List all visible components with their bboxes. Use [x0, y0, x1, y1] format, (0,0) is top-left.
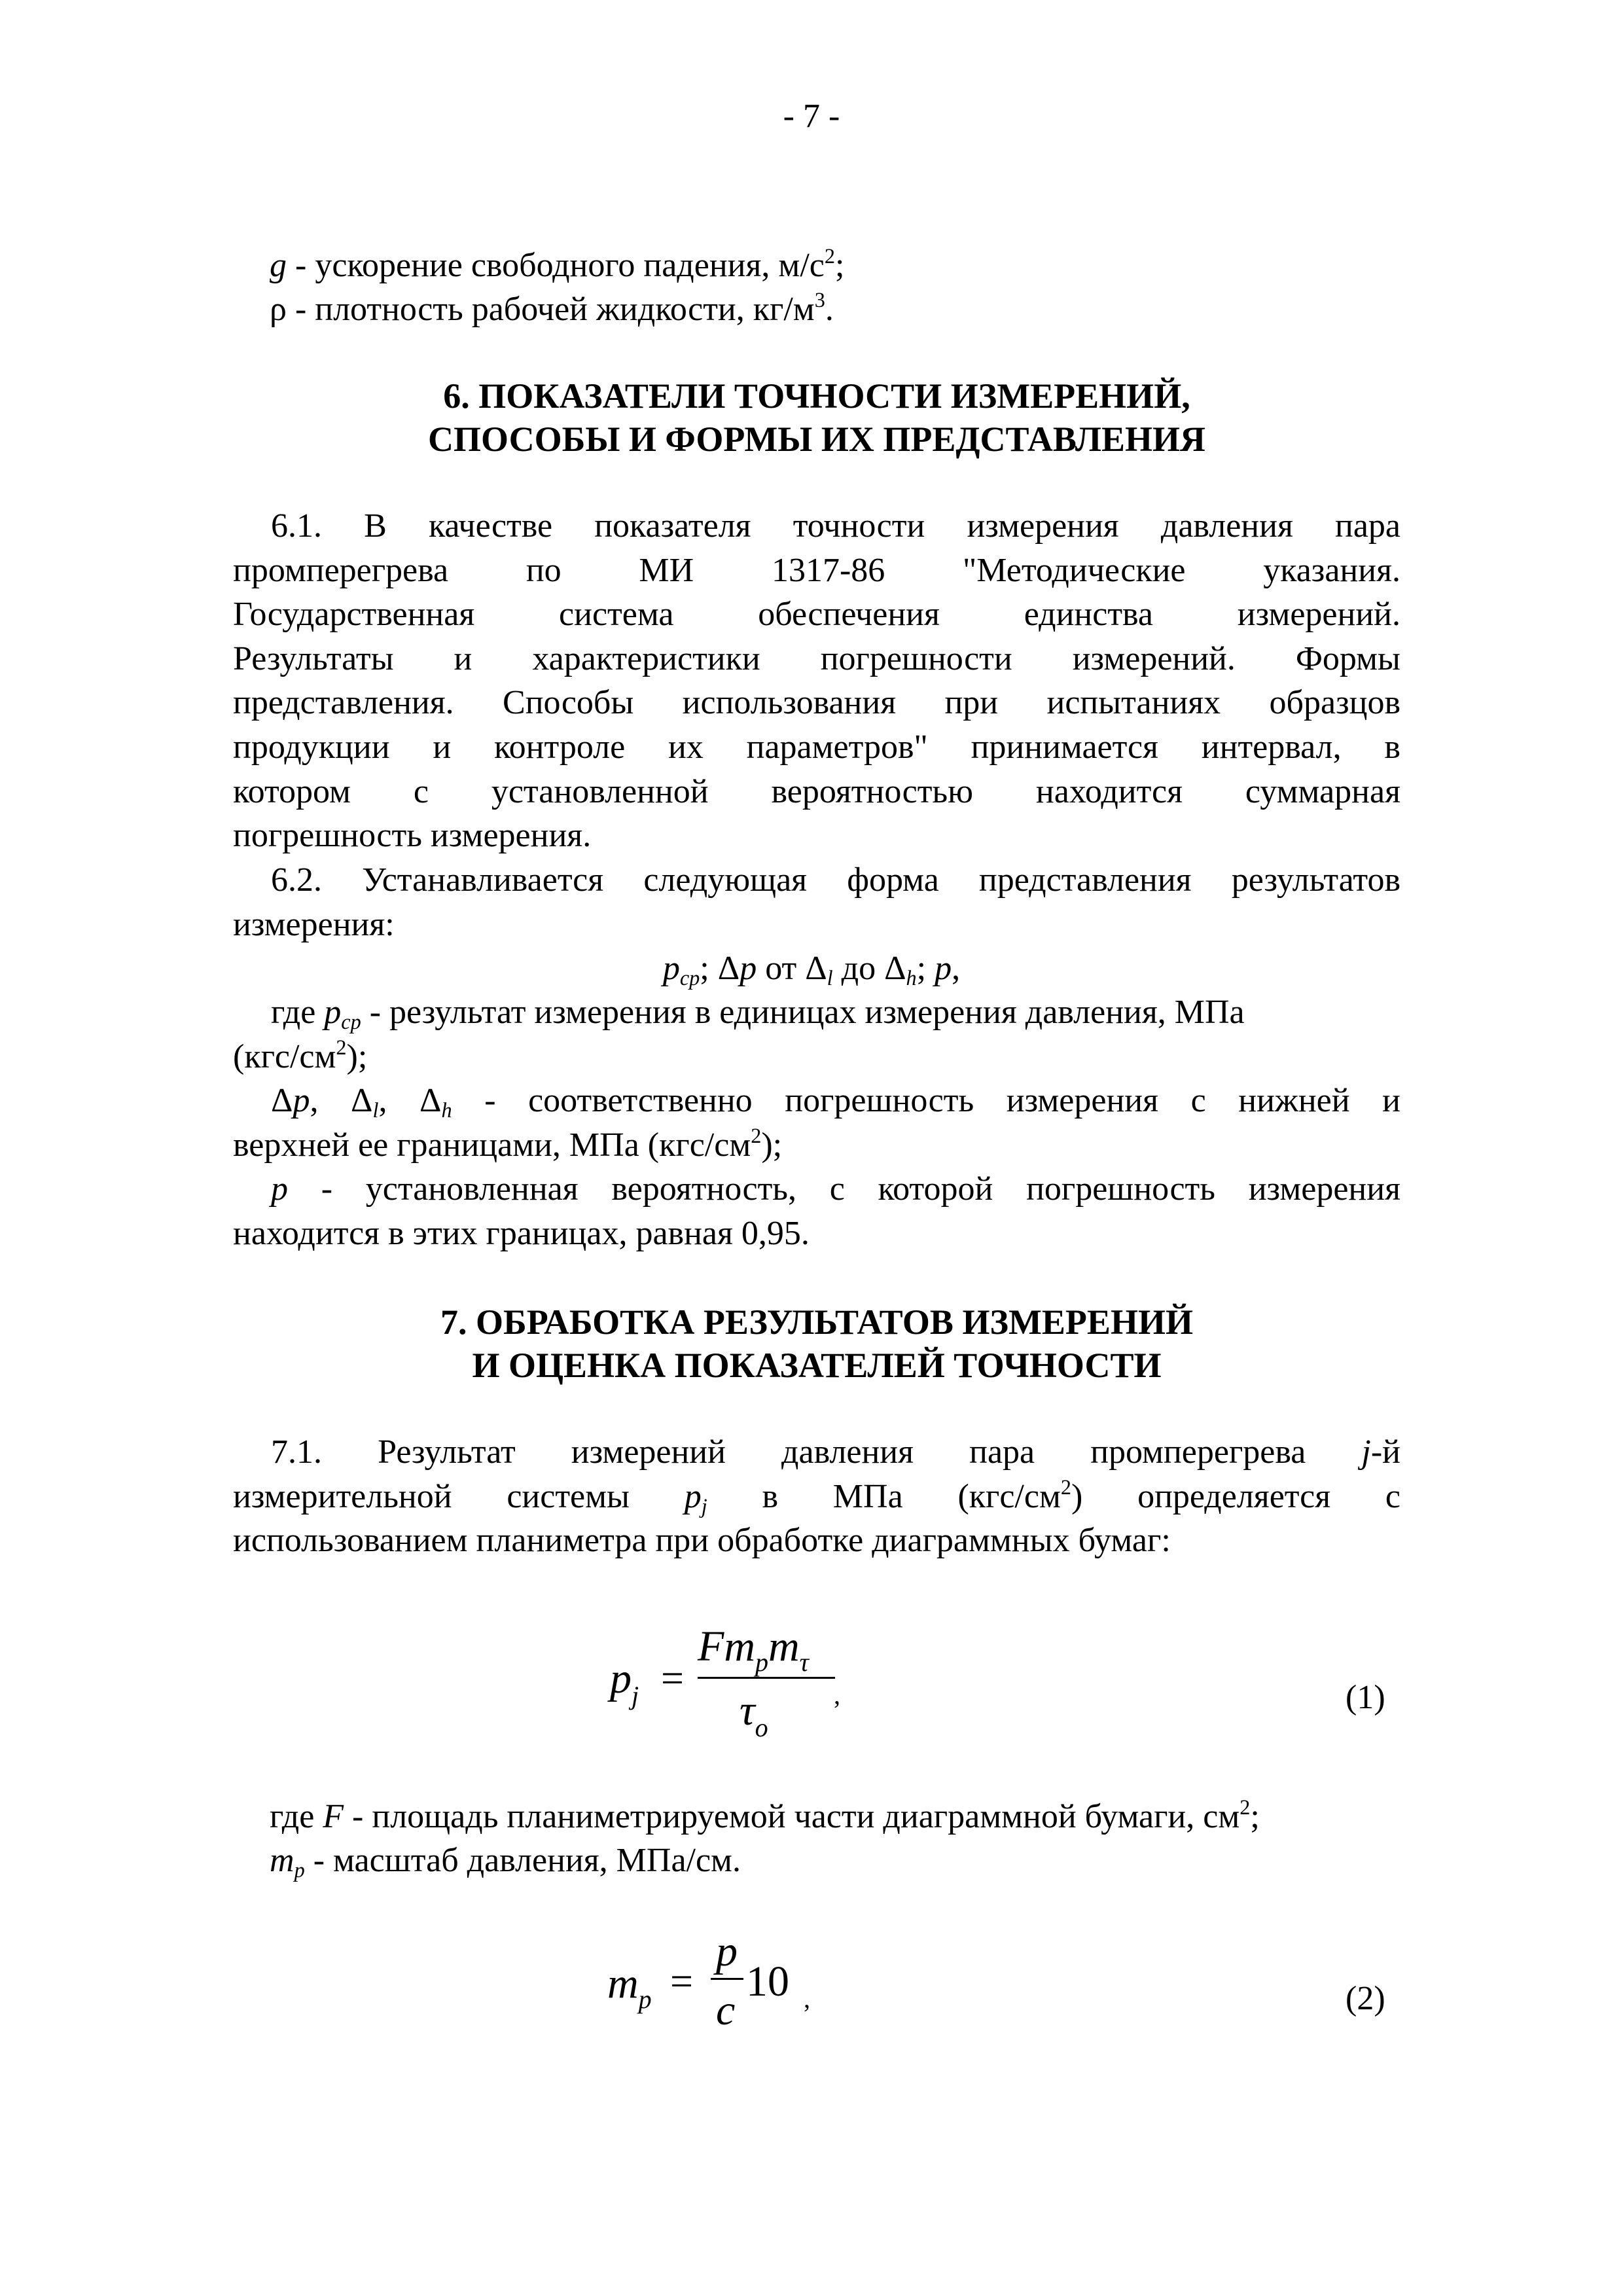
definition-line	[233, 1035, 1400, 1079]
subscript-tau: τ	[799, 1647, 809, 1677]
paragraph-line: 6.2. Устанавливается следующая форма представления результатов	[271, 861, 1400, 899]
eq1-denominator	[740, 1686, 768, 1742]
definition-pcp	[233, 990, 1400, 1079]
paragraph-text: 7.1. Результат измерений давления пара промперегрева	[271, 1433, 1362, 1471]
definition-rho	[270, 287, 834, 331]
definition-text: );	[346, 1037, 368, 1075]
symbol-p: p	[740, 950, 757, 987]
page-number: - 7 -	[783, 98, 840, 135]
eq1-lhs	[610, 1654, 639, 1710]
subscript-p: p	[294, 1858, 305, 1882]
definition-mp	[270, 1839, 741, 1882]
text-where: где	[270, 1798, 323, 1835]
section-6-heading	[233, 374, 1400, 461]
definition-F	[270, 1795, 1260, 1839]
punct: ;	[1250, 1798, 1260, 1835]
exponent: 2	[336, 1035, 347, 1059]
definition-text: );	[761, 1126, 783, 1164]
separator: , Δ	[378, 1082, 442, 1119]
punct: ;	[834, 247, 845, 284]
eq2-numerator	[716, 1927, 738, 1977]
eq2-fraction-bar	[711, 1978, 743, 1980]
definition-dp	[233, 1079, 1400, 1167]
symbol-rho: ρ	[270, 291, 287, 328]
symbol-p: p	[684, 1477, 702, 1515]
paragraph-line: 6.1. В качестве показателя точности измерения давления пара	[271, 507, 1400, 545]
text-from: от Δ	[757, 950, 827, 987]
symbol-p: p	[610, 1655, 632, 1702]
section-6-heading-line-1: 6. ПОКАЗАТЕЛИ ТОЧНОСТИ ИЗМЕРЕНИЙ,	[443, 376, 1190, 416]
punct: ,	[952, 950, 961, 987]
symbol-m: m	[607, 1960, 639, 2007]
symbol-p: p	[716, 1928, 738, 1975]
text-to: до Δ	[832, 950, 906, 987]
eq2-comma: ,	[804, 1984, 810, 2013]
paragraph-line: продукции и контроле их параметров" принимается интервал, в	[233, 728, 1400, 766]
subscript-h: h	[441, 1098, 452, 1122]
paragraph-line: представления. Способы использования при испытаниях образцов	[233, 684, 1400, 722]
text-where: где	[271, 994, 325, 1031]
paragraph-line	[233, 1475, 1400, 1519]
section-6-heading-line-2: СПОСОБЫ И ФОРМЫ ИХ ПРЕДСТАВЛЕНИЯ	[427, 420, 1206, 459]
paragraph-6-2	[233, 858, 1400, 946]
subscript-l: l	[827, 966, 833, 990]
definition-g-text: - ускорение свободного падения, м/с	[287, 247, 825, 284]
definition-text: - масштаб давления, МПа/см.	[304, 1842, 741, 1879]
paragraph-line: измерения:	[233, 905, 395, 943]
paragraph-line: промперегрева по МИ 1317-86 "Методические указания.	[233, 551, 1400, 589]
exponent: 2	[751, 1123, 762, 1147]
definition-text: - площадь планиметрируемой части диаграммной бумаги, см	[344, 1798, 1240, 1835]
definition-line	[233, 1167, 1400, 1211]
symbol-F: F	[323, 1798, 344, 1835]
definition-g	[270, 243, 844, 287]
paragraph-line	[233, 1430, 1400, 1475]
symbol-c: c	[716, 1986, 736, 2034]
exponent: 3	[814, 288, 825, 312]
section-7-heading-line-2: И ОЦЕНКА ПОКАЗАТЕЛЕЙ ТОЧНОСТИ	[472, 1346, 1162, 1385]
subscript-j: j	[701, 1494, 707, 1518]
punct: .	[825, 291, 834, 328]
symbol-g: g	[270, 247, 287, 284]
result-form-expression	[0, 946, 1623, 990]
symbol-m: m	[270, 1842, 294, 1879]
eq1-number: (1)	[1346, 1679, 1385, 1716]
eq1-fraction-bar	[698, 1677, 835, 1679]
paragraph-text: в МПа (кгс/см	[707, 1477, 1061, 1515]
definition-rho-text: - плотность рабочей жидкости, кг/м	[286, 291, 815, 328]
eq2-number: (2)	[1346, 1980, 1385, 2017]
subscript-l: l	[372, 1098, 379, 1122]
symbol-p: p	[662, 950, 680, 987]
eq2-equals: =	[670, 1960, 693, 2004]
symbol-p: p	[324, 994, 342, 1031]
exponent: 2	[824, 244, 835, 268]
symbol-p: p	[271, 1170, 288, 1208]
eq1-numerator	[698, 1622, 809, 1677]
paragraph-text: измерительной системы	[233, 1477, 685, 1515]
definition-p	[233, 1167, 1400, 1255]
eq2-lhs	[607, 1959, 652, 2014]
eq1-equals: =	[661, 1657, 684, 1701]
paragraph-6-1	[233, 504, 1400, 858]
symbol-m: m	[724, 1623, 755, 1670]
paragraph-text: ) определяется с	[1071, 1477, 1400, 1515]
eq2-multiplier: 10	[746, 1958, 789, 2005]
section-7-heading	[233, 1300, 1400, 1387]
definition-line	[233, 1123, 1400, 1168]
definition-line: находится в этих границах, равная 0,95.	[233, 1214, 810, 1252]
symbol-F: F	[698, 1623, 724, 1670]
definition-text: верхней ее границами, МПа (кгс/см	[233, 1126, 751, 1164]
subscript-o: o	[755, 1713, 768, 1742]
eq2-denominator	[716, 1986, 735, 2036]
subscript-cp: ср	[341, 1010, 361, 1034]
eq1-comma: ,	[834, 1680, 840, 1710]
symbol-p: p	[293, 1082, 310, 1119]
subscript-h: h	[906, 966, 917, 990]
paragraph-line: Государственная система обеспечения единства измерений.	[233, 596, 1400, 634]
separator: ; Δ	[700, 950, 740, 987]
paragraph-text: -й	[1370, 1433, 1400, 1471]
subscript-p: p	[638, 1984, 652, 2014]
definition-text: - результат измерения в единицах измерения давления, МПа	[361, 994, 1245, 1031]
exponent: 2	[1060, 1475, 1071, 1499]
definition-line	[233, 1079, 1400, 1123]
paragraph-line: использованием планиметра при обработке диаграммных бумаг:	[233, 1522, 1171, 1560]
symbol-p: p	[935, 950, 952, 987]
definition-text: - соответственно погрешность измерения с нижней и	[452, 1082, 1400, 1119]
subscript-cp: ср	[679, 966, 700, 990]
separator: ;	[916, 950, 935, 987]
paragraph-line: котором с установленной вероятностью находится суммарная	[233, 772, 1400, 810]
subscript-p: p	[755, 1647, 768, 1677]
definition-line	[233, 990, 1400, 1035]
section-7-heading-line-1: 7. ОБРАБОТКА РЕЗУЛЬТАТОВ ИЗМЕРЕНИЙ	[440, 1302, 1193, 1342]
separator: , Δ	[310, 1082, 373, 1119]
symbol-m: m	[768, 1623, 800, 1670]
subscript-j: j	[632, 1681, 639, 1710]
paragraph-line: погрешность измерения.	[233, 817, 592, 855]
paragraph-line: Результаты и характеристики погрешности измерений. Формы	[233, 639, 1400, 677]
symbol-tau: τ	[740, 1687, 755, 1734]
paragraph-7-1	[233, 1430, 1400, 1563]
symbol-j: j	[1361, 1433, 1371, 1471]
exponent: 2	[1240, 1795, 1251, 1820]
definition-text: - установленная вероятность, с которой погрешность измерения	[288, 1170, 1400, 1208]
symbol-delta: Δ	[271, 1082, 293, 1119]
definition-text: (кгс/см	[233, 1037, 336, 1075]
